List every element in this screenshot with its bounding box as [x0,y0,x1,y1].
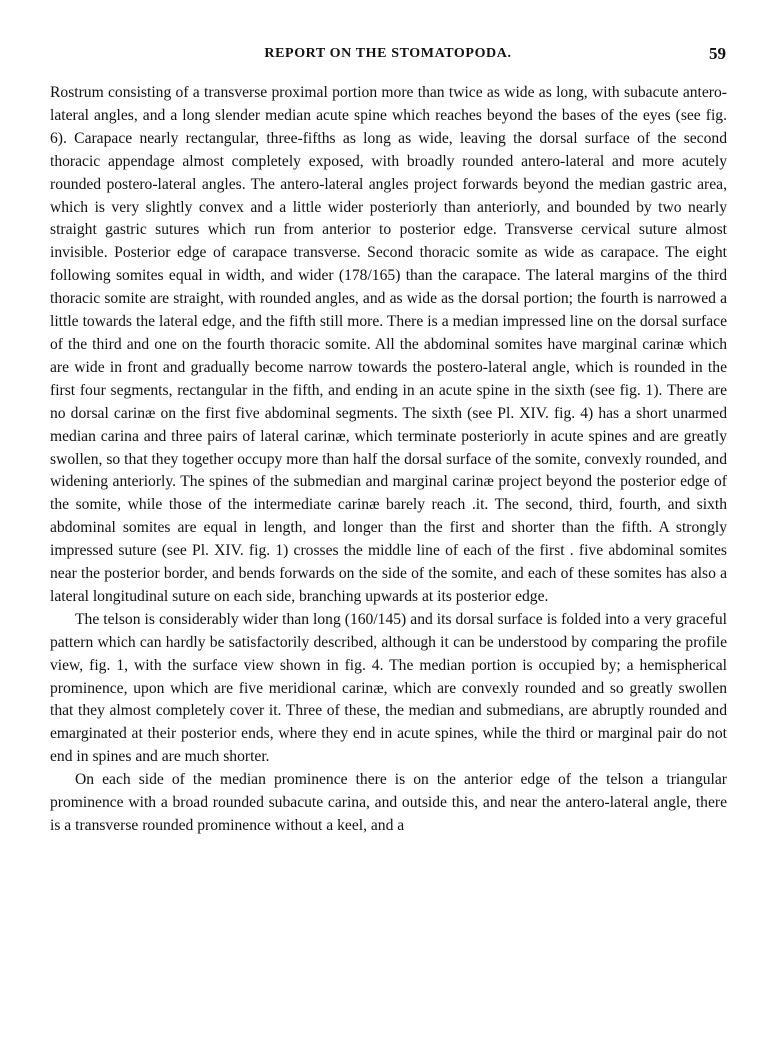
paragraph-median-prominence: On each side of the median prominence there is on the anterior edge of the telson a triangular prominence with a broad rounded subacute carina, and outside this, and near the antero-lateral angle, there is a transverse rounded prominence without a keel, and a [50,771,727,834]
paragraph-rostrum-carapace: Rostrum consisting of a transverse proximal portion more than twice as wide as long, with subacute antero-lateral angles, and a long slender median acute spine which reaches beyond the bases of the eyes (see fig. 6). Carapace nearly rectangular, three-fifths as long as wide, leaving the dorsal surface of the second thoracic appendage almost completely exposed, with broadly rounded antero-lateral and more acutely rounded postero-lateral angles. The antero-lateral angles project forwards beyond the median gastric area, which is very slightly convex and a little wider posteriorly than anteriorly, and bounded by two nearly straight gastric sutures which run from anterior to posterior edge. Transverse cervical suture almost invisible. Posterior edge of carapace transverse. Second thoracic somite as wide as carapace. The eight following somites equal in width, and wider (178/165) than the carapace. The lateral margins of the third thoracic somite are straight, with rounded angles, and as wide as the dorsal portion; the fourth is narrowed a little towards the lateral edge, and the fifth still more. There is a median impressed line on the dorsal surface of the third and one on the fourth thoracic somite. All the abdominal somites have marginal carinæ which are wide in front and gradually become narrow towards the postero-lateral angle, which is rounded in the first four segments, rectangular in the fifth, and ending in an acute spine in the sixth (see fig. 1). There are no dorsal carinæ on the first five abdominal segments. The sixth (see Pl. XIV. fig. 4) has a short unarmed median carina and three pairs of lateral carinæ, which terminate posteriorly in acute spines and are greatly swollen, so that they together occupy more than half the dorsal surface of the somite, convexly rounded, and widening anteriorly. The spines of the submedian and marginal carinæ project beyond the posterior edge of the somite, while those of the intermediate carinæ barely reach .it. The second, third, fourth, and sixth abdominal somites are equal in length, and longer than the first and shorter than the fifth. A strongly impressed suture (see Pl. XIV. fig. 1) crosses the middle line of each of the first . five abdominal somites near the posterior border, and bends forwards on the side of the somite, and each of these somites has also a lateral longitudinal suture on each side, branching upwards at its posterior edge. [50,84,727,605]
paragraph-telson: The telson is considerably wider than long (160/145) and its dorsal surface is folded into a very graceful pattern which can hardly be satisfactorily described, although it can be understood by comparing the profile view, fig. 1, with the surface view shown in fig. 4. The median portion is occupied by; a hemispherical prominence, upon which are five meridional carinæ, which are convexly rounded and so greatly swollen that they almost completely cover it. Three of these, the median and submedians, are abruptly rounded and emarginated at their posterior ends, where they end in acute spines, while the third or marginal pair do not end in spines and are much shorter. [50,610,727,766]
body-text [50,82,727,838]
page-number: 59 [709,44,726,63]
page-header [50,46,726,66]
running-title: REPORT ON THE STOMATOPODA. [264,46,512,61]
